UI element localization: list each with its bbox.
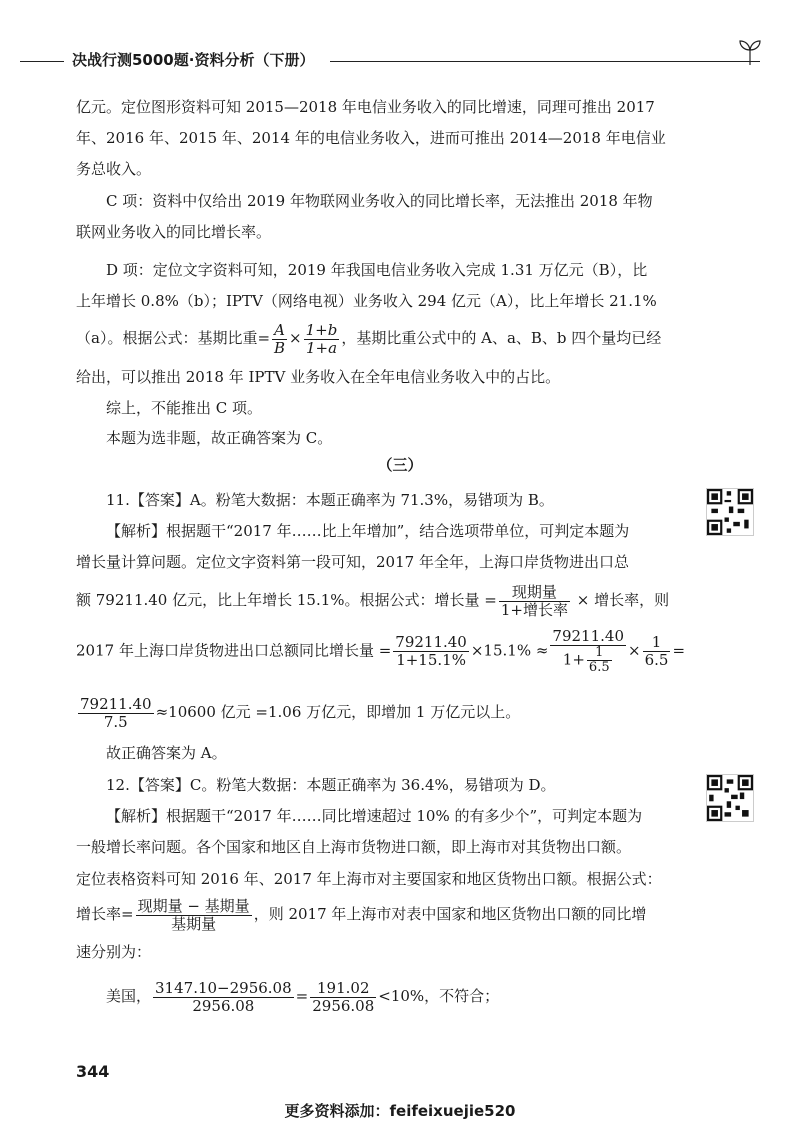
option-c-line: 联网业务收入的同比增长率。 bbox=[76, 223, 272, 241]
q12-analysis-line: 定位表格资料可知 2016 年、2017 年上海市对主要国家和地区货物出口额。根据公式： bbox=[76, 870, 662, 888]
q11-analysis-line: 【解析】根据题干“2017 年……比上年增加”，结合选项带单位，可判定本题为 bbox=[106, 522, 630, 540]
fraction: $\frac{79211.40}{7.5}$ bbox=[80, 694, 152, 731]
text-line: 务总收入。 bbox=[76, 160, 152, 178]
footer-note: 更多资料添加：feifeixuejie520 bbox=[284, 1102, 516, 1120]
fraction: $\frac{79211.40}{1+15.1\%}$ bbox=[395, 633, 467, 669]
option-d-line: 给出，可以推出 2018 年 IPTV 业务收入在全年电信业务收入中的占比。 bbox=[76, 368, 561, 386]
header-rule-left bbox=[20, 61, 64, 62]
q12-analysis-line: 速分别为： bbox=[76, 943, 152, 961]
fraction: $\frac{3147.10-2956.08}{2956.08}$ bbox=[155, 978, 292, 1015]
text-line: 年、2016 年、2015 年、2014 年的电信业务收入，进而可推出 2014—2018 年电信业 bbox=[76, 129, 666, 147]
q12-answer-line: 12.【答案】C。粉笔大数据：本题正确率为 36.4%，易错项为 D。 bbox=[106, 776, 556, 794]
fraction: $\frac{191.02}{2956.08}$ bbox=[312, 978, 375, 1015]
q11-result-line: $\frac{79211.40}{7.5}$ ≈10600 亿元 =1.06 万亿元，即增加 1 万亿元以上。 bbox=[80, 694, 521, 731]
summary-line: 本题为选非题，故正确答案为 C。 bbox=[106, 429, 333, 447]
fraction: $\frac{\text{现期量 − 基期量}}{\text{基期量}}$ bbox=[137, 896, 250, 933]
q12-analysis-line: 一般增长率问题。各个国家和地区自上海市货物进口额，即上海市对其货物出口额。 bbox=[76, 838, 632, 856]
fraction: 79211.40 1+ $\frac{1}{6.5}$ bbox=[552, 627, 624, 675]
q11-conclusion: 故正确答案为 A。 bbox=[106, 744, 227, 762]
header-rule-right bbox=[330, 61, 760, 62]
text-line: 亿元。定位图形资料可知 2015—2018 年电信业务收入的同比增速，同理可推出 2017 bbox=[76, 98, 655, 116]
q11-analysis-line: 增长量计算问题。定位文字资料第一段可知，2017 年全年，上海口岸货物进出口总 bbox=[76, 553, 629, 571]
fraction: $\frac{\text{现期量}}{\text{1+增长率}}$ bbox=[500, 582, 568, 619]
fraction: $\frac{1+b}{1+a}$ bbox=[305, 320, 338, 357]
option-d-line: 上年增长 0.8%（b）；IPTV（网络电视）业务收入 294 亿元（A），比上年增长 21.1% bbox=[76, 292, 657, 310]
fraction: $\frac{1}{6.5}$ bbox=[644, 633, 669, 669]
option-d-line: D 项：定位文字资料可知，2019 年我国电信业务收入完成 1.31 万亿元（B），比 bbox=[106, 261, 648, 279]
q12-formula-line: 增长率= $\frac{\text{现期量 − 基期量}}{\text{基期量}}$ ，则 2017 年上海市对表中国家和地区货物出口额的同比增 bbox=[76, 896, 647, 933]
q11-formula-line: 额 79211.40 亿元，比上年增长 15.1%。根据公式：增长量 = $\frac{\text{现期量}}{\text{1+增长率}}$ × 增长率，则 bbox=[76, 582, 670, 619]
q11-answer-line: 11.【答案】A。粉笔大数据：本题正确率为 71.3%，易错项为 B。 bbox=[106, 491, 554, 509]
q11-calc-line: 2017 年上海口岸货物进出口总额同比增长量 = $\frac{79211.40}{1+15.1\%}$ ×15.1% ≈ 79211.40 1+ $\frac{1}{6.5}$ × $\frac{1}{6.5}$ = bbox=[76, 627, 686, 675]
summary-line: 综上，不能推出 C 项。 bbox=[106, 399, 263, 417]
page-number: 344 bbox=[76, 1062, 110, 1081]
fraction: $\frac{1}{6.5}$ bbox=[588, 645, 610, 675]
q12-us-calc-line: 美国， $\frac{3147.10-2956.08}{2956.08}$ = $\frac{191.02}{2956.08}$ <10%，不符合； bbox=[106, 978, 500, 1015]
fraction: $\frac{A}{B}$ bbox=[274, 320, 286, 357]
running-header-title: 决战行测5000题·资料分析（下册） bbox=[72, 51, 315, 69]
q12-analysis-line: 【解析】根据题干“2017 年……同比增速超过 10% 的有多少个”，可判定本题为 bbox=[106, 807, 643, 825]
sprout-icon bbox=[738, 38, 762, 66]
section-heading: （三） bbox=[377, 456, 423, 474]
base-ratio-formula-line: （a）。根据公式：基期比重= $\frac{A}{B}$ × $\frac{1+b}{1+a}$ ，基期比重公式中的 A、a、B、b 四个量均已经 bbox=[76, 320, 662, 357]
option-c-line: C 项：资料中仅给出 2019 年物联网业务收入的同比增长率，无法推出 2018 年物 bbox=[106, 192, 653, 210]
